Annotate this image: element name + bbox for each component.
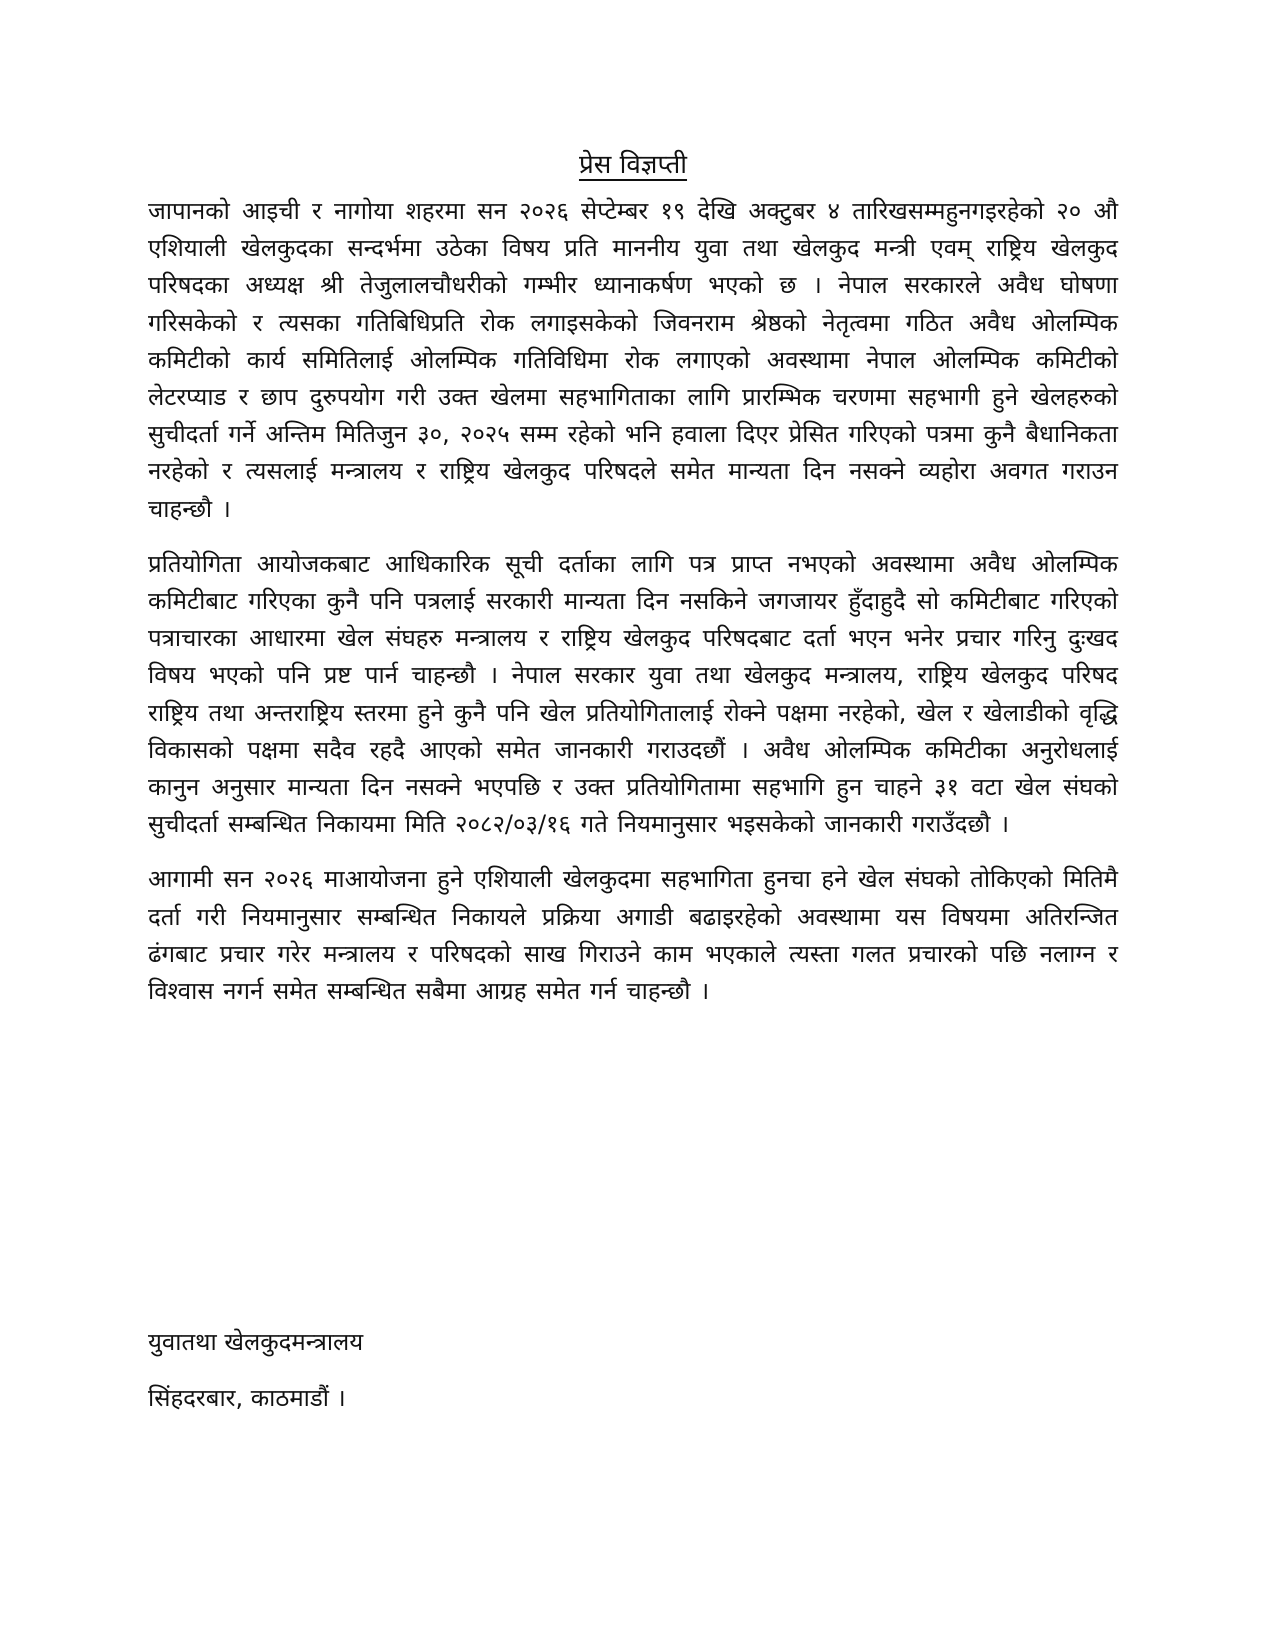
paragraph-3: आगामी सन २०२६ माआयोजना हुने एशियाली खेलकुदमा सहभागिता हुनचा हने खेल संघको तोकिएको मितिमै दर्ता गरी नियमानुसार सम्बन्धित निकायले प्रक्रिया अगाडी बढाइरहेको अवस्थामा यस विषयमा अतिरन्जित ढंगबाट प्रचार गरेर मन्त्रालय र परिषदको साख गिराउने काम भएकाले त्यस्ता गलत प्रचारको पछि नलाग्न र विश्वास नगर्न समेत सम्बन्धित सबैमा आग्रह समेत गर्न चाहन्छौ ।: [148, 865, 1118, 1006]
paragraph-1: जापानको आइची र नागोया शहरमा सन २०२६ सेप्टेम्बर १९ देखि अक्टुबर ४ तारिखसम्महुनगइरहेको २० औ एशियाली खेलकुदका सन्दर्भमा उठेका विषय प्रति माननीय युवा तथा खेलकुद मन्त्री एवम् राष्ट्रिय खेलकुद परिषदका अध्यक्ष श्री तेजुलालचौधरीको गम्भीर ध्यानाकर्षण भएको छ । नेपाल सरकारले अवैध घोषणा गरिसकेको र त्यसका गतिबिधिप्रति रोक लगाइसकेको जिवनराम श्रेष्ठको नेतृत्वमा गठित अवैध ओलम्पिक कमिटीको कार्य समितिलाई ओलम्पिक गतिविधिमा रोक लगाएको अवस्थामा नेपाल ओलम्पिक कमिटीको लेटरप्याड र छाप दुरुपयोग गरी उक्त खेलमा सहभागिताका लागि प्रारम्भिक चरणमा सहभागी हुने खेलहरुको सुचीदर्ता गर्ने अन्तिम मितिजुन ३०, २०२५ सम्म रहेको भनि हवाला दिएर प्रेसित गरिएको पत्रमा कुनै बैधानिकता नरहेको र त्यसलाई मन्त्रालय र राष्ट्रिय खेलकुद परिषदले समेत मान्यता दिन नसक्ने व्यहोरा अवगत गराउन चाहन्छौ ।: [148, 197, 1118, 523]
press-release-body: [148, 145, 1118, 1028]
title-text: प्रेस विज्ञप्ती: [578, 150, 688, 180]
paragraph-2: प्रतियोगिता आयोजकबाट आधिकारिक सूची दर्ताका लागि पत्र प्राप्त नभएको अवस्थामा अवैध ओलम्पिक कमिटीबाट गरिएका कुनै पनि पत्रलाई सरकारी मान्यता दिन नसकिने जगजायर हुँदाहुदै सो कमिटीबाट गरिएको पत्राचारका आधारमा खेल संघहरु मन्त्रालय र राष्ट्रिय खेलकुद परिषदबाट दर्ता भएन भनेर प्रचार गरिनु दुःखद विषय भएको पनि प्रष्ट पार्न चाहन्छौ । नेपाल सरकार युवा तथा खेलकुद मन्त्रालय, राष्ट्रिय खेलकुद परिषद राष्ट्रिय तथा अन्तराष्ट्रिय स्तरमा हुने कुनै पनि खेल प्रतियोगितालाई रोक्ने पक्षमा नरहेको, खेल र खेलाडीको वृद्धि विकासको पक्षमा सदैव रहदै आएको समेत जानकारी गराउदछौं । अवैध ओलम्पिक कमिटीका अनुरोधलाई कानुन अनुसार मान्यता दिन नसक्ने भएपछि र उक्त प्रतियोगितामा सहभागि हुन चाहने ३१ वटा खेल संघको सुचीदर्ता सम्बन्धित निकायमा मिति २०८२/०३/१६ गते नियमानुसार भइसकेको जानकारी गराउँदछौ ।: [148, 549, 1118, 839]
signature-office: युवातथा खेलकुदमन्त्रालय: [148, 1328, 364, 1356]
document-title: [148, 145, 1118, 185]
signature-address: सिंहदरबार, काठमाडौं ।: [148, 1384, 346, 1412]
